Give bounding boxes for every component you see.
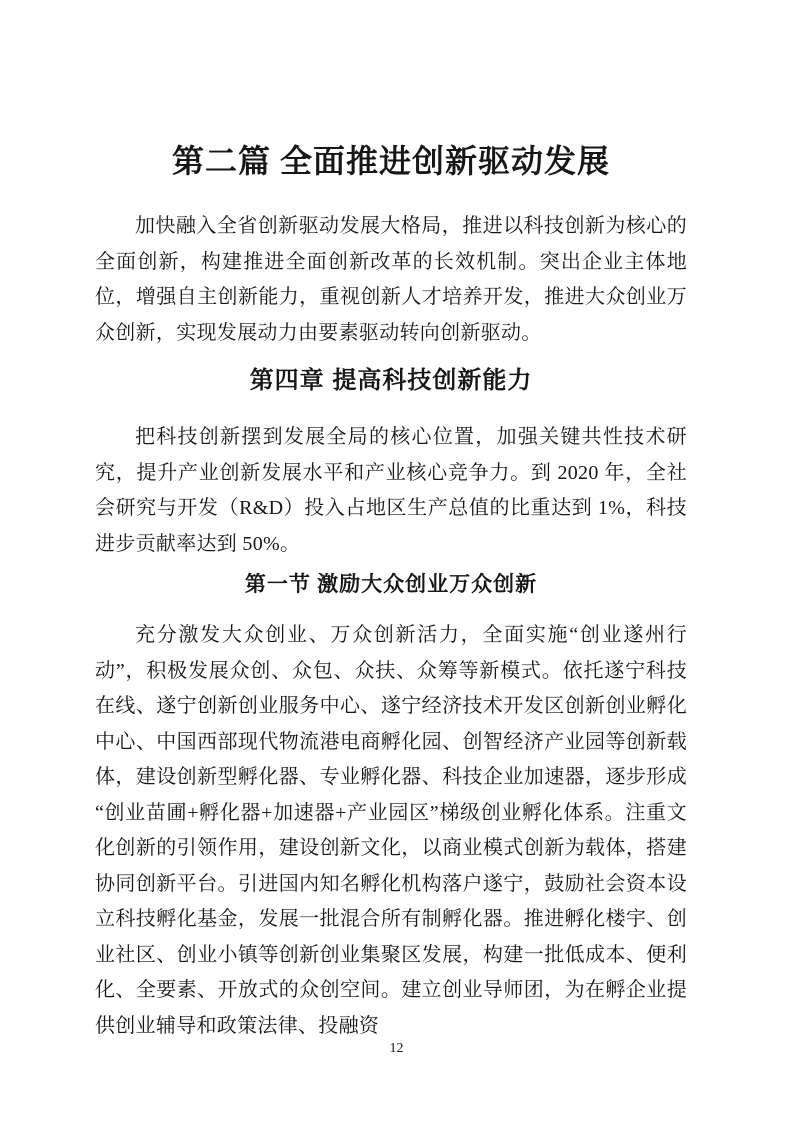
page-number: 12 <box>389 1041 404 1056</box>
chapter-paragraph: 把科技创新摆到发展全局的核心位置，加强关键共性技术研究，提升产业创新发展水平和产业核心竞争力。到 2020 年，全社会研究与开发（R&D）投入占地区生产总值的比重达到 1%，科技进步贡献率达到 50%。 <box>95 426 687 555</box>
part-title: 第二篇 全面推进创新驱动发展 <box>171 143 610 179</box>
section-paragraph: 充分激发大众创业、万众创新活力，全面实施“创业遂州行动”，积极发展众创、众包、众扶、众筹等新模式。依托遂宁科技在线、遂宁创新创业服务中心、遂宁经济技术开发区创新创业孵化中心、中国西部现代物流港电商孵化园、创智经济产业园等创新载体，建设创新型孵化器、专业孵化器、科技企业加速器，逐步形成“创业苗圃+孵化器+加速器+产业园区”梯级创业孵化体系。注重文化创新的引领作用，建设创新文化，以商业模式创新为载体，搭建协同创新平台。引进国内知名孵化机构落户遂宁，鼓励社会资本设立科技孵化基金，发展一批混合所有制孵化器。推进孵化楼宇、创业社区、创业小镇等创新创业集聚区发展，构建一批低成本、便利化、全要素、开放式的众创空间。建立创业导师团，为在孵企业提供创业辅导和政策法律、投融资 <box>95 624 687 1037</box>
document-content <box>0 140 793 1044</box>
intro-paragraph: 加快融入全省创新驱动发展大格局，推进以科技创新为核心的全面创新，构建推进全面创新改革的长效机制。突出企业主体地位，增强自主创新能力，重视创新人才培养开发，推进大众创业万众创新，实现发展动力由要素驱动转向创新驱动。 <box>95 215 687 344</box>
chapter-title: 第四章 提高科技创新能力 <box>249 367 533 394</box>
section-title: 第一节 激励大众创业万众创新 <box>244 572 538 596</box>
